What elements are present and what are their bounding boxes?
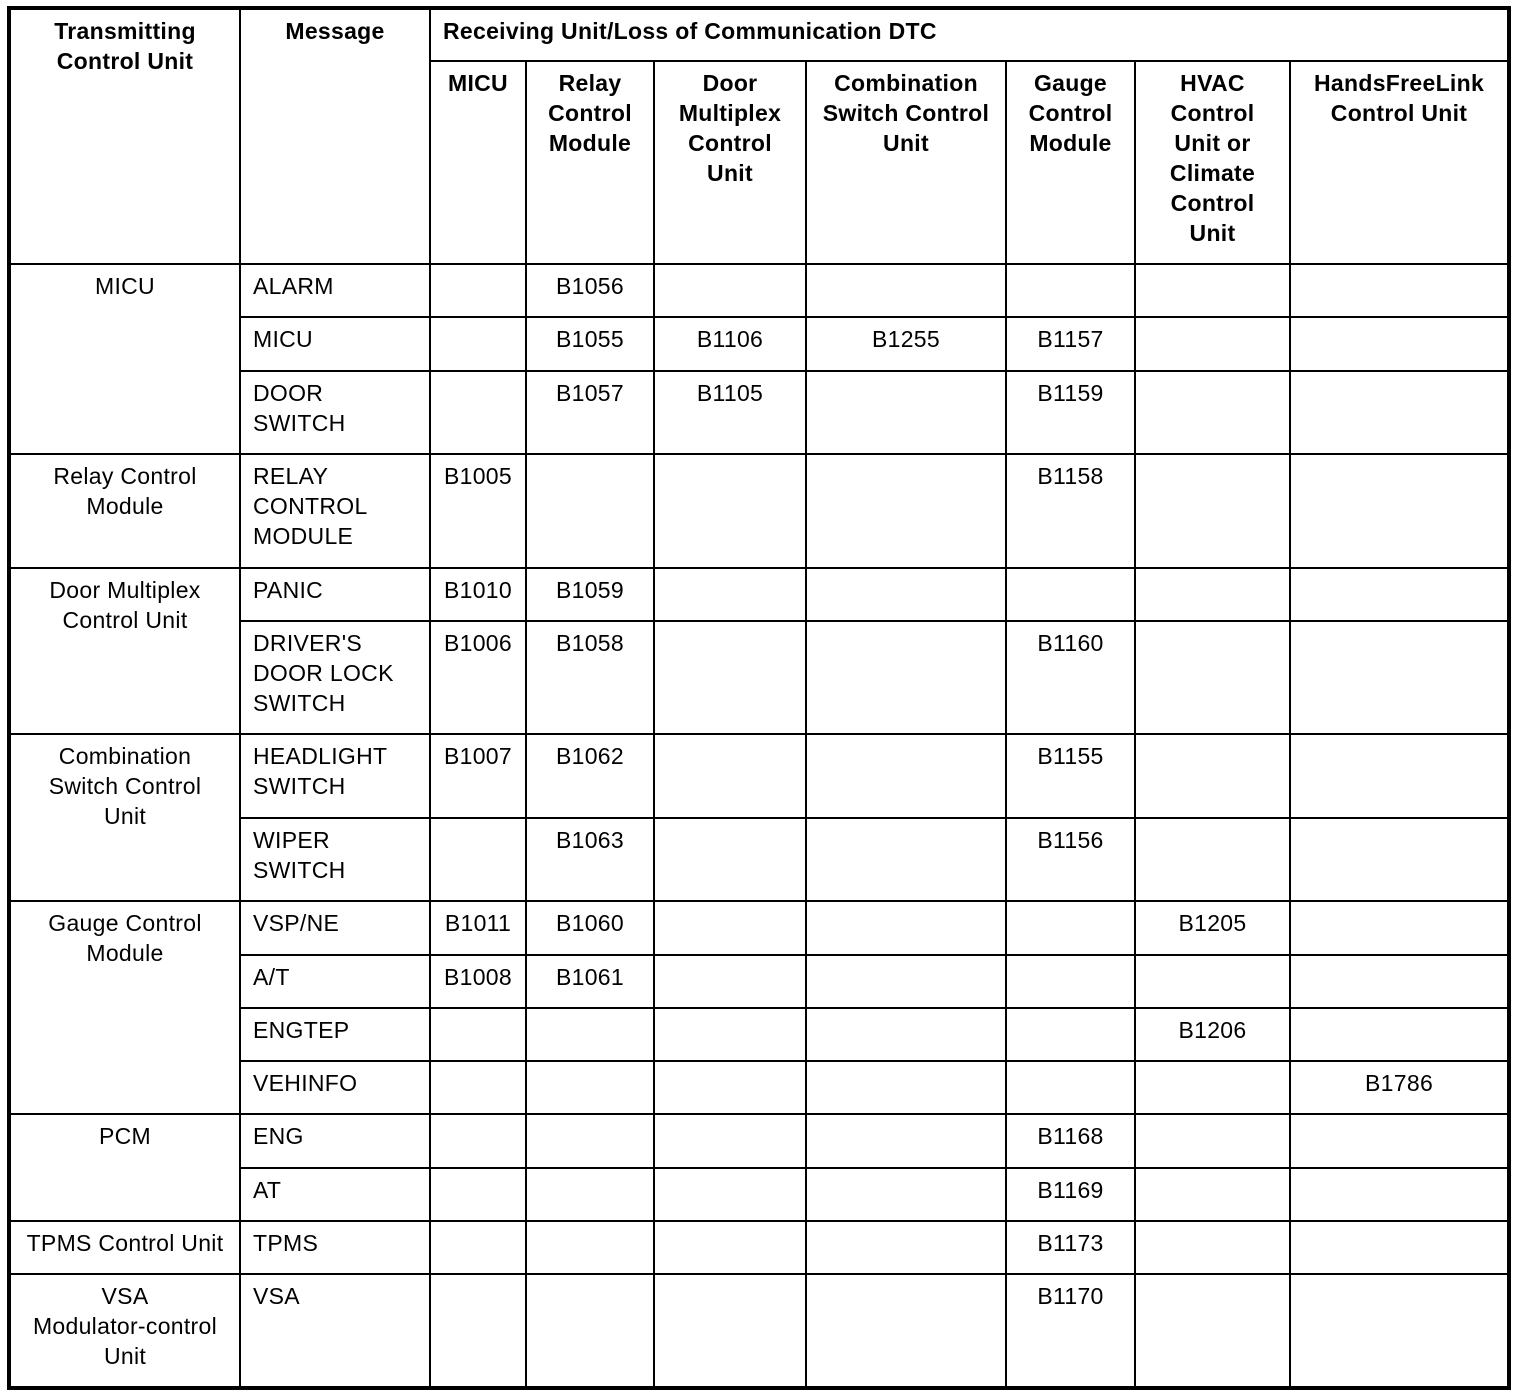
table-row bbox=[9, 568, 1509, 621]
message-line: DOOR bbox=[253, 379, 324, 406]
transmitting-unit-cell bbox=[9, 568, 240, 735]
header-line: MICU bbox=[448, 70, 508, 96]
table-row bbox=[9, 1221, 1509, 1274]
header-line: Gauge bbox=[1033, 70, 1108, 96]
message-line: CONTROL bbox=[253, 493, 368, 519]
message-line: SWITCH bbox=[253, 773, 346, 800]
header-line: Control Unit bbox=[56, 48, 194, 74]
dtc-cell-combination-switch-control-unit bbox=[806, 1274, 1006, 1388]
dtc-cell-combination-switch-control-unit bbox=[806, 734, 1006, 817]
dtc-cell-micu bbox=[430, 1274, 526, 1388]
dtc-cell-handsfreelink-control-unit bbox=[1290, 734, 1509, 817]
dtc-cell-hvac-control-unit bbox=[1135, 371, 1290, 454]
header-line: Control Unit bbox=[1330, 100, 1468, 126]
dtc-cell-hvac-control-unit bbox=[1135, 1168, 1290, 1221]
transmitting-unit-line: Combination bbox=[58, 743, 192, 770]
dtc-cell-combination-switch-control-unit bbox=[806, 955, 1006, 1008]
dtc-cell-micu bbox=[430, 317, 526, 370]
dtc-cell-gauge-control-module bbox=[1006, 1061, 1135, 1114]
dtc-cell-door-multiplex-control-unit bbox=[654, 621, 806, 735]
dtc-cell-relay-control-module: B1058 bbox=[526, 621, 654, 735]
header-message: Message bbox=[240, 8, 430, 264]
dtc-cell-hvac-control-unit bbox=[1135, 264, 1290, 317]
dtc-cell-handsfreelink-control-unit bbox=[1290, 955, 1509, 1008]
message-line: A/T bbox=[253, 963, 290, 990]
dtc-cell-relay-control-module: B1057 bbox=[526, 371, 654, 454]
table-row bbox=[9, 901, 1509, 954]
message-cell bbox=[240, 1061, 430, 1114]
message-cell bbox=[240, 818, 430, 901]
message-line: VEHINFO bbox=[253, 1070, 358, 1097]
transmitting-unit-line: Door Multiplex bbox=[49, 576, 201, 603]
dtc-cell-gauge-control-module: B1157 bbox=[1006, 317, 1135, 370]
dtc-cell-handsfreelink-control-unit bbox=[1290, 818, 1509, 901]
column-header-micu bbox=[430, 61, 526, 264]
header-line: Control bbox=[1170, 100, 1255, 126]
dtc-cell-relay-control-module: B1056 bbox=[526, 264, 654, 317]
transmitting-unit-cell bbox=[9, 734, 240, 901]
table-row bbox=[9, 264, 1509, 317]
dtc-cell-handsfreelink-control-unit bbox=[1290, 264, 1509, 317]
message-cell bbox=[240, 1008, 430, 1061]
message-line: ALARM bbox=[253, 273, 334, 299]
dtc-cell-gauge-control-module: B1168 bbox=[1006, 1114, 1135, 1167]
message-cell bbox=[240, 371, 430, 454]
dtc-cell-combination-switch-control-unit bbox=[806, 901, 1006, 954]
message-line: DRIVER'S bbox=[253, 629, 363, 656]
dtc-cell-relay-control-module: B1055 bbox=[526, 317, 654, 370]
dtc-cell-micu bbox=[430, 1061, 526, 1114]
dtc-cell-micu: B1011 bbox=[430, 901, 526, 954]
dtc-cell-handsfreelink-control-unit bbox=[1290, 317, 1509, 370]
dtc-cell-handsfreelink-control-unit bbox=[1290, 901, 1509, 954]
header-line: Switch Control bbox=[822, 100, 990, 126]
header-line: Unit bbox=[1189, 220, 1236, 246]
dtc-cell-micu bbox=[430, 1114, 526, 1167]
message-line: MODULE bbox=[253, 523, 354, 549]
dtc-cell-hvac-control-unit bbox=[1135, 955, 1290, 1008]
dtc-cell-relay-control-module: B1061 bbox=[526, 955, 654, 1008]
column-header-relay-control-module bbox=[526, 61, 654, 264]
dtc-cell-micu: B1007 bbox=[430, 734, 526, 817]
message-cell bbox=[240, 1274, 430, 1388]
header-line: Relay bbox=[558, 70, 622, 96]
column-header-combination-switch-control-unit bbox=[806, 61, 1006, 264]
message-cell bbox=[240, 901, 430, 954]
dtc-cell-relay-control-module bbox=[526, 1061, 654, 1114]
transmitting-unit-line: Unit bbox=[103, 1343, 147, 1370]
table-row bbox=[9, 734, 1509, 817]
dtc-cell-micu bbox=[430, 1221, 526, 1274]
dtc-cell-door-multiplex-control-unit bbox=[654, 454, 806, 568]
dtc-cell-door-multiplex-control-unit: B1105 bbox=[654, 371, 806, 454]
dtc-cell-micu bbox=[430, 1008, 526, 1061]
dtc-cell-door-multiplex-control-unit bbox=[654, 901, 806, 954]
message-line: AT bbox=[253, 1176, 282, 1203]
dtc-table bbox=[7, 6, 1511, 1390]
message-cell bbox=[240, 1221, 430, 1274]
dtc-cell-relay-control-module: B1060 bbox=[526, 901, 654, 954]
transmitting-unit-line: Control Unit bbox=[62, 606, 188, 633]
dtc-cell-combination-switch-control-unit bbox=[806, 621, 1006, 735]
dtc-cell-combination-switch-control-unit bbox=[806, 1008, 1006, 1061]
dtc-cell-handsfreelink-control-unit bbox=[1290, 1221, 1509, 1274]
table-row bbox=[9, 454, 1509, 568]
dtc-cell-gauge-control-module bbox=[1006, 568, 1135, 621]
dtc-cell-relay-control-module bbox=[526, 1274, 654, 1388]
dtc-cell-handsfreelink-control-unit bbox=[1290, 568, 1509, 621]
header-line: HVAC bbox=[1180, 70, 1245, 96]
dtc-cell-door-multiplex-control-unit bbox=[654, 1274, 806, 1388]
header-line: HandsFreeLink bbox=[1314, 70, 1485, 96]
dtc-cell-hvac-control-unit: B1205 bbox=[1135, 901, 1290, 954]
message-cell bbox=[240, 621, 430, 735]
dtc-cell-handsfreelink-control-unit bbox=[1290, 454, 1509, 568]
dtc-cell-door-multiplex-control-unit bbox=[654, 818, 806, 901]
dtc-cell-gauge-control-module: B1160 bbox=[1006, 621, 1135, 735]
header-transmitting-control-unit bbox=[9, 8, 240, 264]
header-line: Combination bbox=[834, 70, 978, 96]
message-line: VSA bbox=[253, 1283, 300, 1310]
column-header-handsfreelink-control-unit bbox=[1290, 61, 1509, 264]
column-header-hvac-control-unit bbox=[1135, 61, 1290, 264]
message-line: HEADLIGHT bbox=[253, 743, 388, 770]
dtc-cell-relay-control-module: B1062 bbox=[526, 734, 654, 817]
dtc-cell-door-multiplex-control-unit bbox=[654, 1061, 806, 1114]
dtc-cell-door-multiplex-control-unit bbox=[654, 1114, 806, 1167]
dtc-cell-door-multiplex-control-unit bbox=[654, 568, 806, 621]
dtc-cell-micu bbox=[430, 1168, 526, 1221]
message-cell bbox=[240, 454, 430, 568]
dtc-cell-relay-control-module: B1059 bbox=[526, 568, 654, 621]
dtc-cell-hvac-control-unit bbox=[1135, 1061, 1290, 1114]
transmitting-unit-line: Relay Control bbox=[53, 463, 197, 489]
message-cell bbox=[240, 955, 430, 1008]
dtc-cell-relay-control-module bbox=[526, 1114, 654, 1167]
dtc-cell-handsfreelink-control-unit bbox=[1290, 621, 1509, 735]
dtc-cell-handsfreelink-control-unit bbox=[1290, 1008, 1509, 1061]
transmitting-unit-line: PCM bbox=[98, 1123, 151, 1150]
header-line: Door bbox=[702, 70, 758, 96]
transmitting-unit-cell bbox=[9, 1114, 240, 1221]
dtc-cell-gauge-control-module bbox=[1006, 1008, 1135, 1061]
dtc-cell-handsfreelink-control-unit bbox=[1290, 1114, 1509, 1167]
dtc-cell-hvac-control-unit bbox=[1135, 621, 1290, 735]
transmitting-unit-line: Gauge Control bbox=[48, 910, 202, 937]
header-line: Control bbox=[1028, 100, 1113, 126]
dtc-cell-gauge-control-module: B1173 bbox=[1006, 1221, 1135, 1274]
transmitting-unit-cell bbox=[9, 454, 240, 568]
transmitting-unit-line: Switch Control bbox=[48, 773, 202, 800]
dtc-cell-combination-switch-control-unit bbox=[806, 1114, 1006, 1167]
dtc-cell-micu: B1010 bbox=[430, 568, 526, 621]
header-line: Module bbox=[1029, 130, 1112, 156]
header-line: Multiplex bbox=[678, 100, 782, 126]
dtc-cell-door-multiplex-control-unit bbox=[654, 1008, 806, 1061]
dtc-cell-handsfreelink-control-unit: B1786 bbox=[1290, 1061, 1509, 1114]
transmitting-unit-line: Module bbox=[86, 493, 164, 519]
header-line: Transmitting bbox=[54, 18, 196, 44]
message-line: MICU bbox=[253, 326, 313, 353]
dtc-cell-hvac-control-unit: B1206 bbox=[1135, 1008, 1290, 1061]
dtc-cell-combination-switch-control-unit bbox=[806, 1168, 1006, 1221]
dtc-cell-combination-switch-control-unit bbox=[806, 818, 1006, 901]
dtc-cell-door-multiplex-control-unit bbox=[654, 1221, 806, 1274]
transmitting-unit-line: Modulator-control bbox=[32, 1313, 218, 1340]
message-cell bbox=[240, 1168, 430, 1221]
dtc-cell-hvac-control-unit bbox=[1135, 734, 1290, 817]
dtc-cell-gauge-control-module: B1170 bbox=[1006, 1274, 1135, 1388]
header-line: Control bbox=[688, 130, 772, 156]
transmitting-unit-cell bbox=[9, 1274, 240, 1388]
dtc-cell-gauge-control-module: B1155 bbox=[1006, 734, 1135, 817]
dtc-cell-gauge-control-module: B1169 bbox=[1006, 1168, 1135, 1221]
dtc-cell-combination-switch-control-unit bbox=[806, 568, 1006, 621]
dtc-cell-micu bbox=[430, 264, 526, 317]
message-line: ENGTEP bbox=[253, 1016, 350, 1043]
dtc-cell-micu bbox=[430, 371, 526, 454]
dtc-cell-hvac-control-unit bbox=[1135, 1221, 1290, 1274]
transmitting-unit-line: Module bbox=[86, 940, 164, 967]
dtc-cell-hvac-control-unit bbox=[1135, 1274, 1290, 1388]
header-line: Unit or bbox=[1174, 130, 1251, 156]
header-line: Climate bbox=[1169, 160, 1256, 186]
dtc-cell-relay-control-module bbox=[526, 454, 654, 568]
header-line: Unit bbox=[707, 160, 753, 186]
transmitting-unit-line: Unit bbox=[103, 803, 147, 830]
dtc-cell-door-multiplex-control-unit bbox=[654, 264, 806, 317]
message-line: VSP/NE bbox=[253, 910, 340, 937]
transmitting-unit-line: VSA bbox=[101, 1283, 149, 1310]
header-line: Control bbox=[548, 100, 632, 126]
dtc-cell-door-multiplex-control-unit bbox=[654, 734, 806, 817]
header-line: Module bbox=[548, 130, 632, 156]
header-line: Control bbox=[1170, 190, 1255, 216]
dtc-cell-gauge-control-module bbox=[1006, 901, 1135, 954]
dtc-cell-combination-switch-control-unit bbox=[806, 264, 1006, 317]
dtc-cell-hvac-control-unit bbox=[1135, 317, 1290, 370]
dtc-cell-relay-control-module bbox=[526, 1008, 654, 1061]
column-header-gauge-control-module bbox=[1006, 61, 1135, 264]
dtc-cell-gauge-control-module: B1156 bbox=[1006, 818, 1135, 901]
table-body bbox=[9, 264, 1509, 1388]
message-line: SWITCH bbox=[253, 689, 346, 716]
message-line: SWITCH bbox=[253, 409, 346, 436]
transmitting-unit-cell bbox=[9, 1221, 240, 1274]
message-cell bbox=[240, 264, 430, 317]
transmitting-unit-cell bbox=[9, 901, 240, 1114]
message-line: RELAY bbox=[253, 463, 329, 489]
dtc-cell-relay-control-module bbox=[526, 1168, 654, 1221]
column-header-door-multiplex-control-unit bbox=[654, 61, 806, 264]
dtc-cell-door-multiplex-control-unit: B1106 bbox=[654, 317, 806, 370]
dtc-cell-combination-switch-control-unit bbox=[806, 1061, 1006, 1114]
dtc-cell-gauge-control-module: B1158 bbox=[1006, 454, 1135, 568]
message-cell bbox=[240, 568, 430, 621]
dtc-cell-door-multiplex-control-unit bbox=[654, 1168, 806, 1221]
transmitting-unit-cell bbox=[9, 264, 240, 454]
transmitting-unit-line: TPMS Control Unit bbox=[26, 1230, 224, 1257]
transmitting-unit-line: MICU bbox=[95, 273, 155, 299]
message-line: TPMS bbox=[253, 1230, 319, 1257]
dtc-cell-combination-switch-control-unit bbox=[806, 1221, 1006, 1274]
dtc-cell-relay-control-module bbox=[526, 1221, 654, 1274]
dtc-cell-handsfreelink-control-unit bbox=[1290, 1168, 1509, 1221]
message-line: WIPER bbox=[253, 826, 330, 853]
message-cell bbox=[240, 734, 430, 817]
header-line: Unit bbox=[883, 130, 929, 156]
header-receiving-unit: Receiving Unit/Loss of Communication DTC bbox=[430, 8, 1509, 61]
dtc-cell-handsfreelink-control-unit bbox=[1290, 1274, 1509, 1388]
table-header bbox=[9, 8, 1509, 264]
dtc-cell-micu bbox=[430, 818, 526, 901]
message-line: ENG bbox=[253, 1123, 304, 1150]
dtc-cell-combination-switch-control-unit bbox=[806, 371, 1006, 454]
message-line: PANIC bbox=[253, 576, 324, 603]
dtc-cell-hvac-control-unit bbox=[1135, 818, 1290, 901]
dtc-cell-gauge-control-module bbox=[1006, 955, 1135, 1008]
dtc-cell-handsfreelink-control-unit bbox=[1290, 371, 1509, 454]
message-line: SWITCH bbox=[253, 856, 346, 883]
dtc-cell-micu: B1006 bbox=[430, 621, 526, 735]
dtc-cell-gauge-control-module: B1159 bbox=[1006, 371, 1135, 454]
message-cell bbox=[240, 1114, 430, 1167]
dtc-cell-relay-control-module: B1063 bbox=[526, 818, 654, 901]
message-cell bbox=[240, 317, 430, 370]
dtc-cell-hvac-control-unit bbox=[1135, 1114, 1290, 1167]
message-line: DOOR LOCK bbox=[253, 659, 394, 686]
dtc-cell-combination-switch-control-unit: B1255 bbox=[806, 317, 1006, 370]
dtc-cell-door-multiplex-control-unit bbox=[654, 955, 806, 1008]
table-row bbox=[9, 1274, 1509, 1388]
dtc-cell-hvac-control-unit bbox=[1135, 454, 1290, 568]
dtc-cell-micu: B1008 bbox=[430, 955, 526, 1008]
dtc-cell-hvac-control-unit bbox=[1135, 568, 1290, 621]
dtc-cell-micu: B1005 bbox=[430, 454, 526, 568]
table-row bbox=[9, 1114, 1509, 1167]
dtc-cell-combination-switch-control-unit bbox=[806, 454, 1006, 568]
dtc-cell-gauge-control-module bbox=[1006, 264, 1135, 317]
